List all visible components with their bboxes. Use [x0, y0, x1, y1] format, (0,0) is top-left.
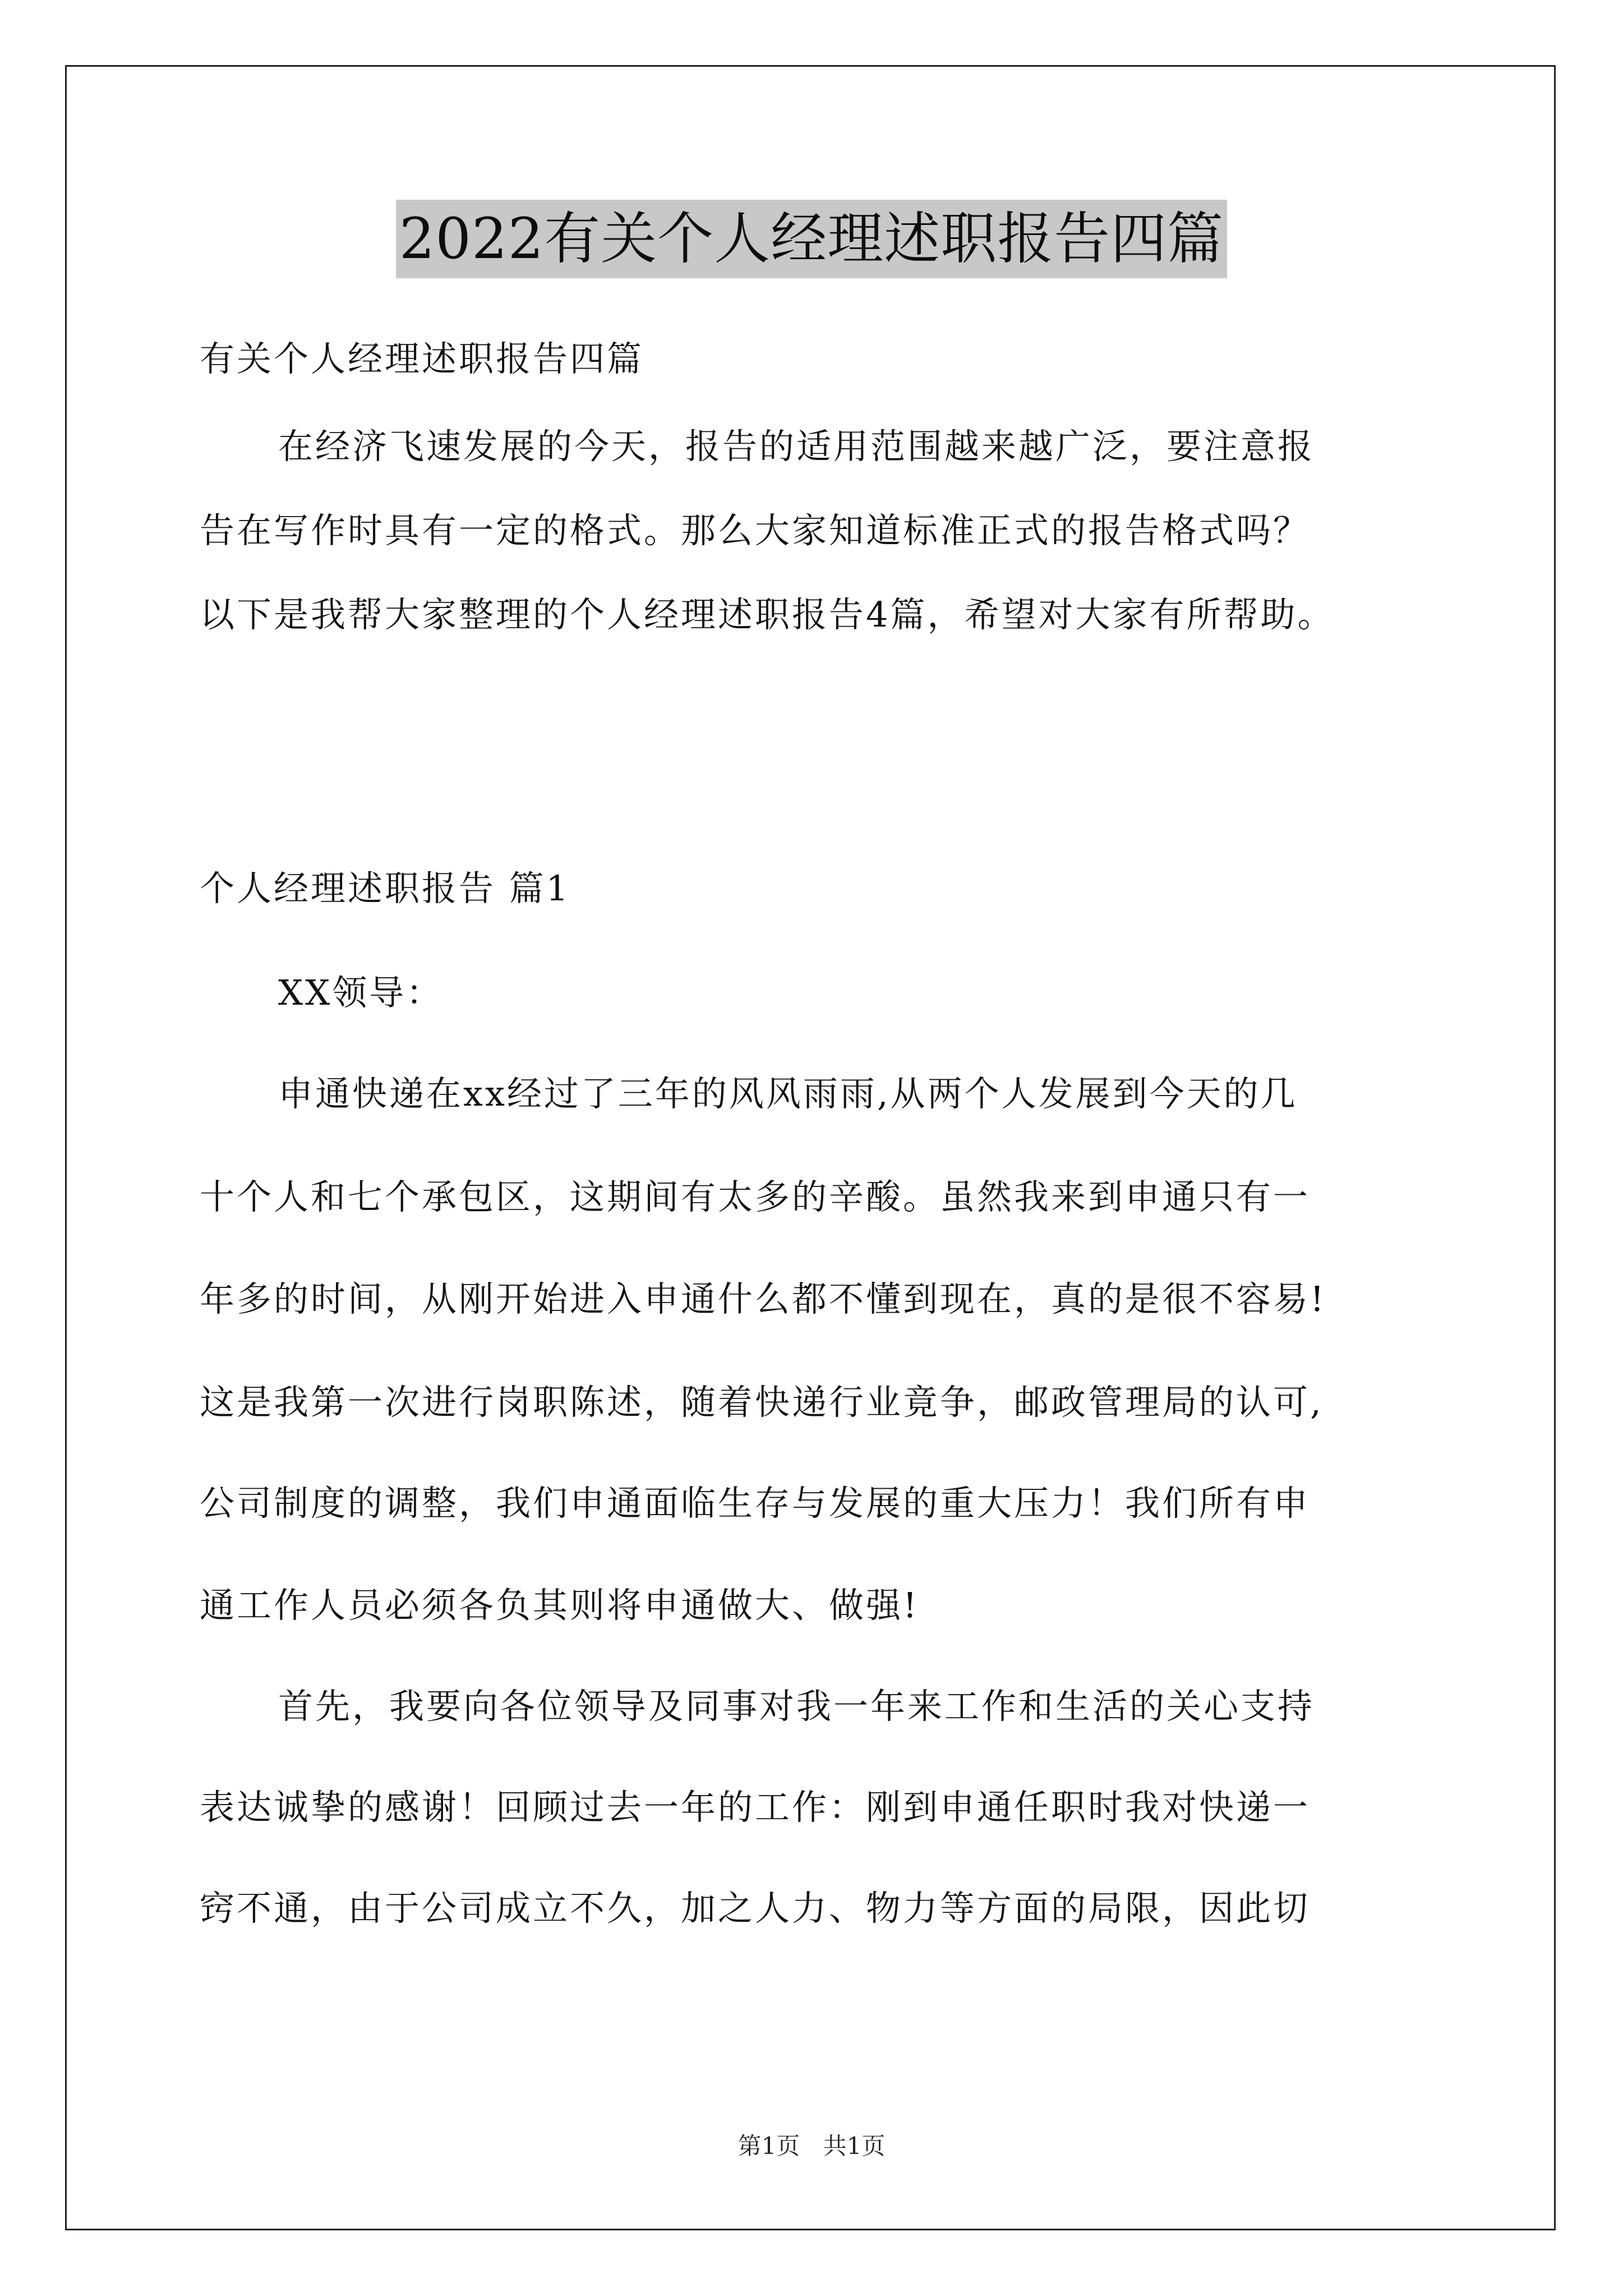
- page-number: 第1页: [737, 2132, 800, 2160]
- paragraph-line: 首先，我要向各位领导及同事对我一年来工作和生活的关心支持: [278, 1686, 1315, 1727]
- paragraph-line: 在经济飞速发展的今天，报告的适用范围越来越广泛，要注意报: [278, 426, 1315, 467]
- paragraph-line: 十个人和七个承包区，这期间有太多的辛酸。虽然我来到申通只有一: [200, 1176, 1311, 1217]
- paragraph-line: 告在写作时具有一定的格式。那么大家知道标准正式的报告格式吗？: [200, 510, 1311, 551]
- paragraph-line: 这是我第一次进行岗职陈述，随着快递行业竟争，邮政管理局的认可,: [200, 1382, 1324, 1423]
- page-footer: [0, 2131, 1623, 2162]
- document-title: 2022有关个人经理述职报告四篇: [396, 200, 1228, 278]
- paragraph-line: 年多的时间，从刚开始进入申通什么都不懂到现在，真的是很不容易!: [200, 1278, 1326, 1319]
- paragraph-line: 公司制度的调整，我们申通面临生存与发展的重大压力！我们所有申: [200, 1483, 1311, 1524]
- paragraph-line: 以下是我帮大家整理的个人经理述职报告4篇，希望对大家有所帮助。: [200, 594, 1335, 635]
- salutation-line: XX领导：: [278, 972, 444, 1013]
- title-container: [0, 200, 1623, 278]
- paragraph-line: 通工作人员必须各负其则将申通做大、做强!: [200, 1585, 919, 1626]
- paragraph-line: 窍不通，由于公司成立不久，加之人力、物力等方面的局限，因此切: [200, 1888, 1311, 1929]
- paragraph-line: 表达诚挚的感谢！回顾过去一年的工作：刚到申通任职时我对快递一: [200, 1787, 1311, 1828]
- subtitle-line: 有关个人经理述职报告四篇: [200, 338, 644, 379]
- section-heading: 个人经理述职报告 篇1: [200, 868, 571, 909]
- paragraph-line: 申通快递在xx经过了三年的风风雨雨,从两个人发展到今天的几: [278, 1073, 1298, 1114]
- page-total: 共1页: [823, 2132, 886, 2160]
